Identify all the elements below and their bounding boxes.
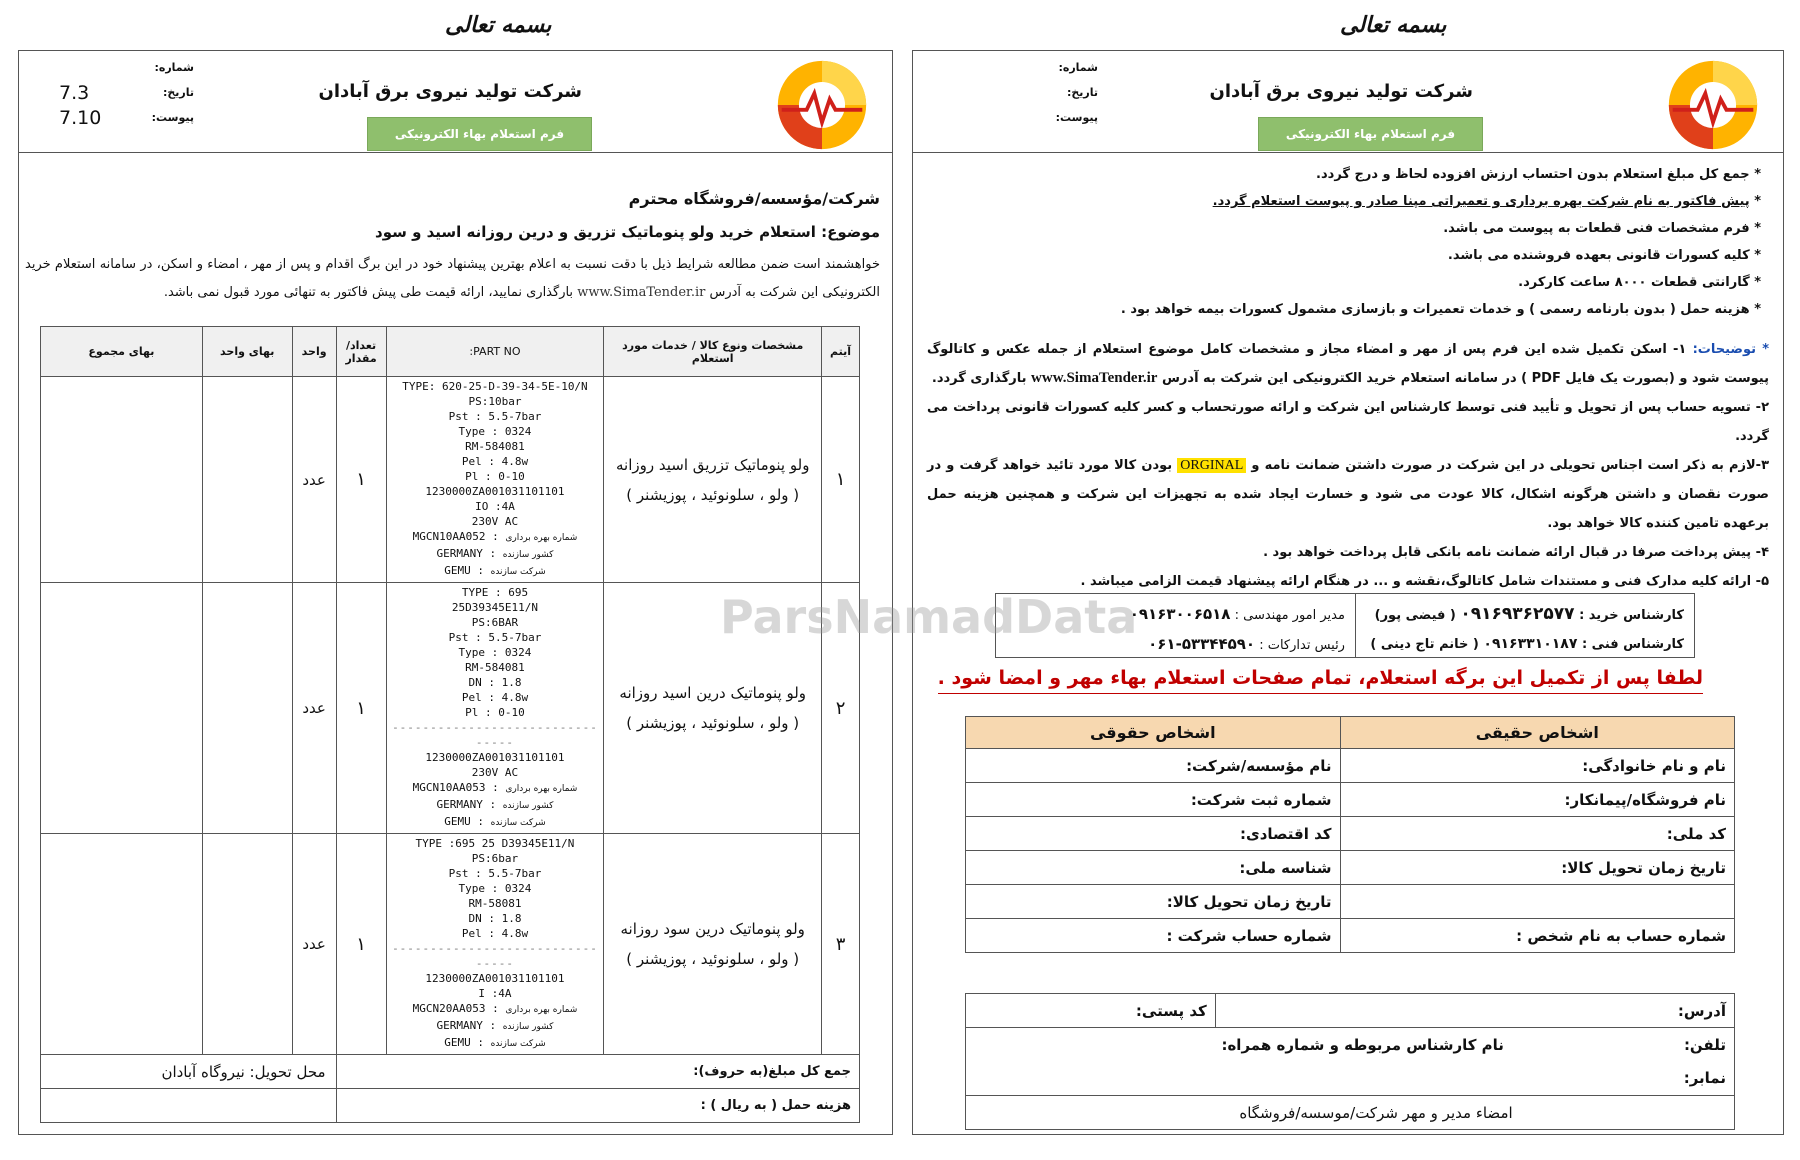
item-description xyxy=(604,377,822,583)
desc-line: ( ولو ، سلونوئید ، پوزیشنر ) xyxy=(626,485,800,504)
signature-field[interactable] xyxy=(966,1096,1735,1130)
buyer-phone: ۰۹۱۶۹۳۶۲۵۷۷ xyxy=(1460,604,1575,624)
signature-label: امضاء مدیر و مهر شرکت/موسسه/فروشگاه xyxy=(1239,1103,1513,1122)
real-field[interactable]: شماره حساب به نام شخص : xyxy=(1340,919,1734,953)
maker-line: GEMU : شرکت سازنده xyxy=(444,564,546,577)
maker-label: شرکت سازنده xyxy=(490,818,546,828)
item-qty: ۱ xyxy=(336,583,386,834)
item-qty: ۱ xyxy=(336,377,386,583)
phone-field[interactable] xyxy=(966,1028,1735,1062)
page-title-left: بسمه تعالی xyxy=(445,12,552,38)
part-line: Type : 0324 xyxy=(458,425,532,438)
total-price-cell[interactable] xyxy=(41,834,203,1055)
part-line: DN : 1.8 xyxy=(468,912,522,925)
note-item: * جمع کل مبلغ استعلام بدون احتساب ارزش افزوده لحاظ و درج گردد. xyxy=(927,161,1761,188)
attachment-value: 7.10 xyxy=(59,106,102,129)
part-line: DN : 1.8 xyxy=(468,676,522,689)
desc-line: ولو پنوماتیک تزریق اسید روزانه xyxy=(615,455,810,474)
country-line: GERMANY : کشور سازنده xyxy=(436,1019,554,1032)
table-row xyxy=(966,783,1735,817)
address-row xyxy=(966,994,1735,1028)
tag-line: MGCN10AA053 : شماره بهره برداری xyxy=(412,781,578,794)
part-line: TYPE : 695 xyxy=(461,586,529,599)
legal-field[interactable]: شناسه ملی: xyxy=(966,851,1341,885)
part-line: Pel : 4.8w xyxy=(461,455,529,468)
date-label: تاریخ: xyxy=(162,86,194,99)
part-number-cell xyxy=(386,583,604,834)
address-field[interactable]: آدرس: xyxy=(1215,994,1734,1028)
table-row xyxy=(41,377,860,583)
tech-name: ( خانم تاج دینی ) xyxy=(1370,637,1479,652)
note-item: * هزینه حمل ( بدون بارنامه رسمی ) و خدمات تعمیرات و بازسازی مشمول کسورات بیمه خواهد بود . xyxy=(927,296,1761,323)
maker-label: شرکت سازنده xyxy=(490,1039,546,1049)
number-label: شماره: xyxy=(1058,61,1098,74)
tag-no: MGCN20AA053 xyxy=(412,1002,486,1015)
unit-price-cell[interactable] xyxy=(202,583,292,834)
tag-line: MGCN10AA052 : شماره بهره برداری xyxy=(412,530,578,543)
delivery-location: محل تحویل: نیروگاه آبادان xyxy=(41,1055,337,1089)
attachment-label: پیوست: xyxy=(1055,111,1098,124)
desc-line: ( ولو ، سلونوئید ، پوزیشنر ) xyxy=(626,950,800,968)
date-label: تاریخ: xyxy=(1066,86,1098,99)
explanation-1-text-a: ۱- اسکن تکمیل شده این فرم پس از مهر و امضاء مجاز و مشخصات کامل موضوع استعلام از جمله عکس و کاتالوگ پیوست شود و (بصورت یک فایل PDF ) در سامانه استعلام خرید الکترونیکی این شرکت به آدرس xyxy=(927,342,1769,386)
maker: GEMU xyxy=(444,564,471,577)
note-item: * گارانتی قطعات ۸۰۰۰ ساعت کارکرد. xyxy=(927,269,1761,296)
item-number: ۲ xyxy=(822,583,860,834)
attachment-label: پیوست: xyxy=(151,111,194,124)
country-line: GERMANY : کشور سازنده xyxy=(436,547,554,560)
company-name: شرکت تولید نیروی برق آبادان xyxy=(1209,81,1473,102)
explanation-5: ۵- ارائه کلیه مدارک فنی و مستندات شامل کاتالوگ،نقشه و ... در هنگام ارائه پیشنهاد قیمت الزامی میباشد . xyxy=(1080,574,1769,589)
col-unit: واحد xyxy=(292,327,336,377)
buyer-label: کارشناس خرید : xyxy=(1579,608,1684,623)
tag-no: MGCN10AA052 xyxy=(412,530,486,543)
part-number-cell xyxy=(386,834,604,1055)
part-line: RM-584081 xyxy=(465,661,525,674)
contacts-column-managers xyxy=(996,594,1355,657)
real-field[interactable]: تاریخ زمان تحویل کالا: xyxy=(1340,851,1734,885)
item-description xyxy=(604,583,822,834)
table-row xyxy=(966,885,1735,919)
real-field[interactable]: کد ملی: xyxy=(1340,817,1734,851)
table-row xyxy=(41,834,860,1055)
part-line: TYPE :695 25 D39345E11/N xyxy=(415,837,575,850)
part-line: Type : 0324 xyxy=(458,646,532,659)
salutation: شرکت/مؤسسه/فروشگاه محترم xyxy=(628,189,880,208)
part-line: IO :4A xyxy=(475,500,515,513)
warning-message: لطفا پس از تکمیل این برگه استعلام، تمام صفحات استعلام بهاء مهر و امضا شود . xyxy=(938,667,1703,694)
real-field[interactable]: نام فروشگاه/پیمانکار: xyxy=(1340,783,1734,817)
signature-row xyxy=(966,1096,1735,1130)
engineering-label: مدیر امور مهندسی : xyxy=(1234,608,1345,623)
explanation-3-text-a: ۳-لازم به ذکر است اجناس تحویلی در این شرکت در صورت داشتن ضمانت نامه و xyxy=(1251,458,1769,473)
part-line: 1230000ZA001031101101 xyxy=(425,485,565,498)
explanation-3-text-b: بودن کالا مورد تائید خواهد گرفت و در صورت نقصان و داشتن هرگونه اشکال، کالا عودت می شود و خسارت ایجاد شده به تجهیزات این شرکت و همچنین هزینه حمل برعهده تامین کننده کالا خواهد بود. xyxy=(927,458,1769,531)
country: GERMANY xyxy=(436,798,483,811)
item-description xyxy=(604,834,822,1055)
table-row xyxy=(966,817,1735,851)
real-persons-header: اشخاص حقیقی xyxy=(1340,717,1734,749)
maker-label: شرکت سازنده xyxy=(490,567,546,577)
table-row xyxy=(41,583,860,834)
number-label: شماره: xyxy=(154,61,194,74)
table-row xyxy=(966,851,1735,885)
col-total: بهای مجموع xyxy=(41,327,203,377)
unit-price-cell[interactable] xyxy=(202,377,292,583)
col-part: PART NO: xyxy=(386,327,604,377)
intro-text-b: بارگذاری نمایید، ارائه قیمت طی پیش فاکتور به تنهائی مورد قبول نمی باشد. xyxy=(163,285,574,300)
transport-cost-cell[interactable] xyxy=(41,1089,337,1123)
sheet-header xyxy=(913,51,1783,153)
items-table xyxy=(40,326,860,1123)
part-line: PS:6BAR xyxy=(471,616,519,629)
intro-text-a: خواهشمند است ضمن مطالعه شرایط ذیل با دقت نسبت به اعلام بهترین پیشنهاد خود در این برگ اقدام و پس از مهر ، امضاء و اسکن، در سامانه استعلام خرید الکترونیکی این شرکت به آدرس xyxy=(25,257,880,300)
meta-block xyxy=(913,55,1098,130)
part-line: Type : 0324 xyxy=(458,882,532,895)
part-line: 1230000ZA001031101101 xyxy=(425,972,565,985)
explanation-2: ۲- تسویه حساب پس از تحویل و تأیید فنی توسط کارشناس این شرکت و ارائه صورتحساب و کسر کلیه کسورات قانونی پرداخت می گردد. xyxy=(927,400,1769,444)
fax-field[interactable]: نمابر: xyxy=(966,1062,1735,1096)
contact-person-label: نام کارشناس مربوطه و شماره همراه: xyxy=(1221,1035,1504,1054)
country-label: کشور سازنده xyxy=(502,550,554,560)
procurement-contact xyxy=(1006,630,1345,660)
tech-contact xyxy=(1366,630,1684,659)
item-number: ۱ xyxy=(822,377,860,583)
fax-row xyxy=(966,1062,1735,1096)
form-title-badge: فرم استعلام بهاء الکترونیکی xyxy=(1258,117,1483,151)
transport-row xyxy=(41,1089,860,1123)
part-separator: -------------------------------- xyxy=(392,721,598,749)
legal-persons-header: اشخاص حقوقی xyxy=(966,717,1341,749)
real-field[interactable] xyxy=(1340,885,1734,919)
total-price-cell[interactable] xyxy=(41,583,203,834)
explanation-1 xyxy=(927,335,1769,393)
maker: GEMU xyxy=(444,1036,471,1049)
part-line: 230V AC xyxy=(471,515,519,528)
legal-field[interactable]: تاریخ زمان تحویل کالا: xyxy=(966,885,1341,919)
inquiry-sheet-right xyxy=(912,50,1784,1135)
country-label: کشور سازنده xyxy=(502,1022,554,1032)
explanation-3 xyxy=(927,451,1769,538)
item-unit: عدد xyxy=(292,583,336,834)
sheet-header xyxy=(19,51,892,153)
page-title-right: بسمه تعالی xyxy=(1340,12,1447,38)
part-line: RM-58081 xyxy=(468,897,522,910)
buyer-name: ( فیضی پور) xyxy=(1374,608,1456,623)
buyer-contact xyxy=(1366,600,1684,630)
persons-table xyxy=(965,716,1735,953)
phone-label: تلفن: xyxy=(1683,1035,1726,1054)
tag-label: شماره بهره برداری xyxy=(505,533,578,543)
address-table xyxy=(965,993,1735,1130)
table-row xyxy=(966,749,1735,783)
part-line: PS:10bar xyxy=(468,395,522,408)
item-unit: عدد xyxy=(292,834,336,1055)
tag-label: شماره بهره برداری xyxy=(505,1005,578,1015)
part-line: Pl : 0-10 xyxy=(465,470,525,483)
col-item: آیتم xyxy=(822,327,860,377)
legal-field[interactable]: شماره ثبت شرکت: xyxy=(966,783,1341,817)
tech-label: کارشناس فنی : xyxy=(1581,637,1684,652)
maker-line: GEMU : شرکت سازنده xyxy=(444,1036,546,1049)
postal-code-field[interactable]: کد پستی: xyxy=(966,994,1216,1028)
item-qty: ۱ xyxy=(336,834,386,1055)
part-line: 230V AC xyxy=(471,766,519,779)
real-field[interactable]: نام و نام خانوادگی: xyxy=(1340,749,1734,783)
col-qty: تعداد/ مقدار xyxy=(336,327,386,377)
simatender-link[interactable]: www.SimaTender.ir xyxy=(1031,370,1158,386)
desc-line: ولو پنوماتیک درین اسید روزانه xyxy=(619,684,807,702)
phone-row xyxy=(966,1028,1735,1062)
col-desc: مشخصات ونوع کالا / خدمات مورد استعلام xyxy=(604,327,822,377)
part-line: PS:6bar xyxy=(471,852,519,865)
form-title-badge: فرم استعلام بهاء الکترونیکی xyxy=(367,117,592,151)
unit-price-cell[interactable] xyxy=(202,834,292,1055)
intro-paragraph xyxy=(25,251,880,307)
engineering-phone: ۰۹۱۶۳۰۰۶۵۱۸ xyxy=(1129,605,1231,623)
contacts-column-buyer xyxy=(1355,594,1694,657)
company-name: شرکت تولید نیروی برق آبادان xyxy=(318,81,582,102)
notes-list xyxy=(927,161,1761,323)
part-line: Pst : 5.5-7bar xyxy=(448,631,542,644)
company-logo-icon xyxy=(774,57,870,153)
part-line: Pst : 5.5-7bar xyxy=(448,867,542,880)
part-line: I :4A xyxy=(478,987,512,1000)
date-value: 7.3 xyxy=(59,81,90,104)
sum-in-words-label: جمع کل مبلغ(به حروف): xyxy=(336,1055,859,1089)
procurement-label: رئیس تدارکات : xyxy=(1259,638,1345,653)
transport-cost-label: هزینه حمل ( به ریال ) : xyxy=(336,1089,859,1123)
maker: GEMU xyxy=(444,815,471,828)
part-separator: -------------------------------- xyxy=(392,942,598,970)
explanations xyxy=(927,335,1769,596)
simatender-link[interactable]: www.SimaTender.ir xyxy=(577,285,706,300)
tag-line: MGCN20AA053 : شماره بهره برداری xyxy=(412,1002,578,1015)
note-item-text: پیش فاکتور به نام شرکت بهره برداری و تعمیراتی مپنا صادر و پیوست استعلام گردد. xyxy=(1212,194,1750,209)
explanations-label-text: توضیحات: xyxy=(1692,342,1756,357)
company-logo-icon xyxy=(1665,57,1761,153)
inquiry-sheet-left xyxy=(18,50,893,1135)
contacts-box xyxy=(995,593,1695,658)
tag-label: شماره بهره برداری xyxy=(505,784,578,794)
subject: موضوع: استعلام خرید ولو پنوماتیک تزریق و درین روزانه اسید و سود xyxy=(375,223,880,241)
explanation-4: ۴- پیش پرداخت صرفا در قبال ارائه ضمانت نامه بانکی قابل پرداخت خواهد بود . xyxy=(1263,545,1769,560)
country-line: GERMANY : کشور سازنده xyxy=(436,798,554,811)
note-item xyxy=(927,188,1761,215)
part-line: TYPE: 620-25-D-39-34-5E-10/N xyxy=(402,380,588,393)
legal-field[interactable]: شماره حساب شرکت : xyxy=(966,919,1341,953)
note-item: * کلیه کسورات قانونی بعهده فروشنده می باشد. xyxy=(927,242,1761,269)
meta-block xyxy=(19,55,194,130)
item-number: ۳ xyxy=(822,834,860,1055)
legal-field[interactable]: کد اقتصادی: xyxy=(966,817,1341,851)
watermark: ParsNamadData xyxy=(720,590,1138,644)
maker-line: GEMU : شرکت سازنده xyxy=(444,815,546,828)
part-line: RM-584081 xyxy=(465,440,525,453)
sum-row xyxy=(41,1055,860,1089)
country: GERMANY xyxy=(436,1019,483,1032)
part-line: Pel : 4.8w xyxy=(461,927,529,940)
total-price-cell[interactable] xyxy=(41,377,203,583)
procurement-phone: ۰۶۱-۵۳۳۴۴۵۹۰ xyxy=(1148,635,1256,653)
country: GERMANY xyxy=(436,547,483,560)
original-highlight: ORGINAL xyxy=(1177,458,1246,473)
part-number-cell xyxy=(386,377,604,583)
item-unit: عدد xyxy=(292,377,336,583)
part-line: 25D39345E11/N xyxy=(451,601,539,614)
country-label: کشور سازنده xyxy=(502,801,554,811)
explanation-1-text-b: بارگذاری گردد. xyxy=(931,371,1027,386)
desc-line: ولو پنوماتیک درین سود روزانه xyxy=(620,920,805,938)
part-line: Pel : 4.8w xyxy=(461,691,529,704)
part-line: 1230000ZA001031101101 xyxy=(425,751,565,764)
engineering-contact xyxy=(1006,600,1345,630)
note-item: * فرم مشخصات فنی قطعات به پیوست می باشد. xyxy=(927,215,1761,242)
table-row xyxy=(966,919,1735,953)
explanations-label: * توضیحات: xyxy=(1692,342,1769,357)
part-line: Pl : 0-10 xyxy=(465,706,525,719)
tech-phone: ۰۹۱۶۳۳۱۰۱۸۷ xyxy=(1483,636,1578,652)
desc-line: ( ولو ، سلونوئید ، پوزیشنر ) xyxy=(626,714,800,732)
col-unit-price: بهای واحد xyxy=(202,327,292,377)
tag-no: MGCN10AA053 xyxy=(412,781,486,794)
part-line: Pst : 5.5-7bar xyxy=(448,410,542,423)
legal-field[interactable]: نام مؤسسه/شرکت: xyxy=(966,749,1341,783)
